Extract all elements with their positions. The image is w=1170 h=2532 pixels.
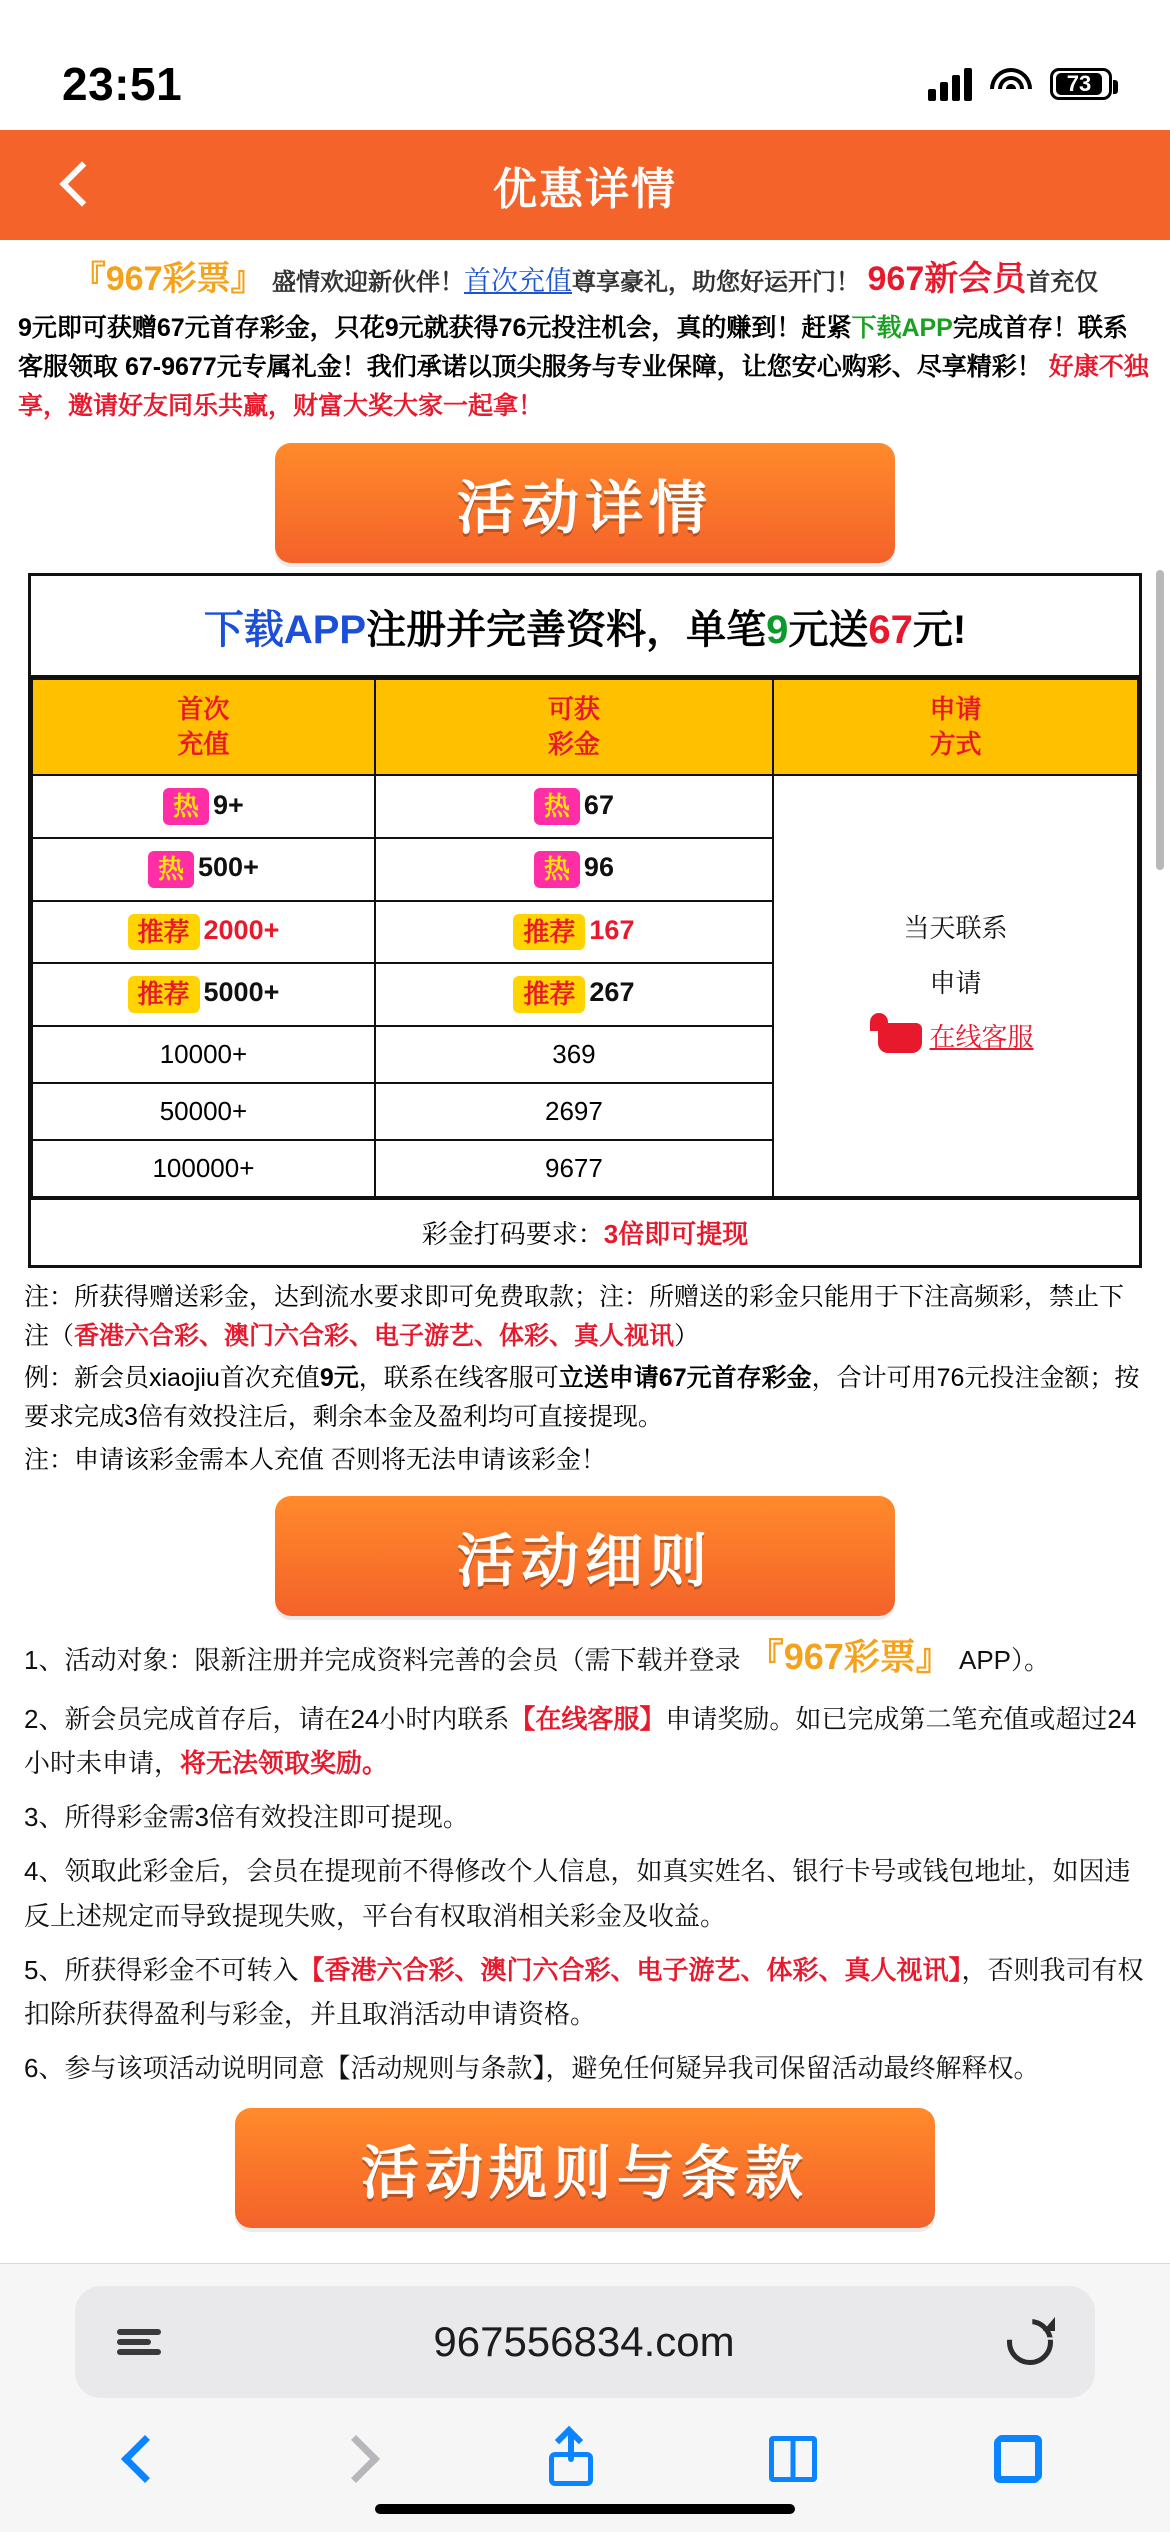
offer-title-green: 9 xyxy=(766,608,789,653)
reload-icon[interactable] xyxy=(1007,2319,1053,2365)
rules-list xyxy=(24,1626,1146,2091)
rule-3: 3、所得彩金需3倍有效投注即可提现。 xyxy=(24,1802,469,1833)
rule-2-after: 申请奖励。如已完成第二笔充值或超过24小时未申请， xyxy=(24,1703,1137,1778)
table-header-row xyxy=(32,679,1138,775)
cell-bonus xyxy=(375,901,773,964)
browser-forward-button xyxy=(332,2435,380,2483)
promo-p1-c: ，让您安心购彩、尽享精彩！ xyxy=(716,352,1042,381)
cell-bonus xyxy=(375,838,773,901)
note-2-b2: 立送申请67元首存彩金 xyxy=(558,1364,812,1393)
cell-apply-method xyxy=(773,775,1138,1196)
offer-title-red: 67 xyxy=(868,608,913,653)
browser-toolbar xyxy=(0,2398,1170,2504)
battery-level: 73 xyxy=(1056,73,1102,95)
status-bar xyxy=(0,0,1170,130)
offer-table xyxy=(31,678,1139,1198)
recommend-badge-icon: 推荐 xyxy=(128,914,200,951)
rule-2-highlight[interactable]: 【在线客服】 xyxy=(509,1703,666,1734)
promo-p1-bold: 顶尖服务与专业保障 xyxy=(491,352,717,381)
rule-6: 6、参与该项活动说明同意【活动规则与条款】，避免任何疑异我司保留活动最终解释权。 xyxy=(24,2053,1040,2084)
recommend-badge-icon: 推荐 xyxy=(513,976,585,1013)
promo-banner xyxy=(0,240,1170,425)
cell-bonus: 2697 xyxy=(375,1083,773,1140)
offer-title-black3: 元! xyxy=(912,608,967,653)
rule-5 xyxy=(24,1948,1146,2036)
promo-tail: 首充仅 xyxy=(1026,269,1099,296)
deposit-value: 2000+ xyxy=(203,914,280,945)
hot-badge-icon: 热 xyxy=(534,851,580,888)
promo-p1-b: 完成首存！联系客服领取 67-9677元专属礼金！我们承诺以 xyxy=(18,314,1128,381)
back-button[interactable] xyxy=(66,168,100,202)
deposit-value: 500+ xyxy=(198,852,259,883)
page-content xyxy=(0,240,1170,2207)
wifi-icon xyxy=(990,68,1032,100)
online-service-button[interactable] xyxy=(878,1010,1034,1065)
page-settings-icon[interactable] xyxy=(117,2329,161,2355)
status-time: 23:51 xyxy=(62,58,183,110)
note-2-c: ，联系在线客服可 xyxy=(358,1364,559,1393)
status-indicators xyxy=(928,67,1112,101)
rule-2-before: 2、新会员完成首存后，请在24小时内联系 xyxy=(24,1703,510,1734)
requirement-label: 彩金打码要求： xyxy=(421,1218,604,1249)
cell-deposit: 10000+ xyxy=(32,1026,375,1083)
hand-cursor-icon xyxy=(878,1023,922,1053)
cell-deposit xyxy=(32,838,375,901)
offer-card xyxy=(28,573,1142,1268)
browser-chrome xyxy=(0,2263,1170,2532)
wagering-requirement xyxy=(31,1198,1139,1265)
ribbon-2-label: 活动细则 xyxy=(456,1528,713,1594)
deposit-value: 5000+ xyxy=(203,977,280,1008)
ribbon-activity-rules xyxy=(0,1496,1170,1616)
offer-title-blue: 下载APP xyxy=(203,608,367,653)
promo-mid-2: 尊享豪礼，助您好运开门！ xyxy=(572,269,860,296)
note-1-a: 注：所获得赠送彩金，达到流水要求即可免费取款；注：所赠送的彩金只能用于下注高频彩，禁止下注（ xyxy=(24,1282,1125,1350)
promo-p1: 9元即可获赠67元首存彩金，只花9元就获得76元投注机会，真的赚到！赶紧 xyxy=(18,314,852,342)
rule-1-brand: 『967彩票』 xyxy=(747,1635,952,1677)
scrollbar[interactable] xyxy=(1156,570,1164,870)
rule-4: 4、领取此彩金后，会员在提现前不得修改个人信息，如真实姓名、银行卡号或钱包地址，如因违反上述规定而导致提现失败，平台有权取消相关彩金及收益。 xyxy=(24,1856,1131,1931)
table-row xyxy=(32,775,1138,838)
cell-bonus: 9677 xyxy=(375,1140,773,1197)
page-header xyxy=(0,130,1170,240)
hot-badge-icon: 热 xyxy=(534,788,580,825)
url-text[interactable]: 967556834.com xyxy=(433,2318,735,2365)
cell-deposit: 50000+ xyxy=(32,1083,375,1140)
note-2-a: 例：新会员xiaojiu首次充值 xyxy=(24,1364,320,1393)
rule-1-after: APP）。 xyxy=(951,1644,1051,1675)
note-1-red: 香港六合彩、澳门六合彩、电子游艺、体彩、真人视讯 xyxy=(74,1321,675,1350)
promo-red-line: 好康不独享，邀请好友同乐共赢，财富大奖大家一起拿！ xyxy=(18,352,1149,420)
promo-p1-green: 下载APP xyxy=(851,314,953,342)
recommend-badge-icon: 推荐 xyxy=(128,976,200,1013)
col-header-deposit: 首次 充值 xyxy=(32,679,375,775)
offer-title-black2: 元送 xyxy=(788,608,869,653)
requirement-value: 3倍即可提现 xyxy=(603,1218,749,1249)
page-title: 优惠详情 xyxy=(493,165,677,214)
promo-mid-1: 盛情欢迎新伙伴！ xyxy=(272,269,464,296)
bonus-value: 67 xyxy=(583,789,614,820)
rule-5-after: ，否则我司有权扣除所获得盈利与彩金，并且取消活动申请资格。 xyxy=(24,1954,1144,2029)
ribbon-terms xyxy=(0,2108,1170,2228)
rule-5-before: 5、所获得彩金不可转入 xyxy=(24,1954,299,1985)
brand-right: 967新会员 xyxy=(867,260,1027,298)
cell-bonus xyxy=(375,775,773,838)
bonus-value: 267 xyxy=(589,977,635,1008)
browser-back-button[interactable] xyxy=(121,2435,169,2483)
bonus-value: 167 xyxy=(589,914,635,945)
home-indicator xyxy=(0,2504,1170,2532)
hot-badge-icon: 热 xyxy=(163,788,209,825)
cell-bonus xyxy=(375,963,773,1026)
cell-deposit xyxy=(32,775,375,838)
cell-deposit xyxy=(32,963,375,1026)
share-icon[interactable] xyxy=(549,2432,593,2486)
ribbon-3-label: 活动规则与条款 xyxy=(360,2141,809,2207)
note-1 xyxy=(24,1278,1146,1356)
promo-paragraph xyxy=(18,309,1152,425)
apply-line-2: 申请 xyxy=(929,967,982,998)
brand-left: 『967彩票』 xyxy=(71,260,265,298)
note-3: 注：申请该彩金需本人充值 否则将无法申请该彩金！ xyxy=(24,1445,606,1474)
address-bar[interactable] xyxy=(75,2286,1095,2398)
rule-5-highlight: 【香港六合彩、澳门六合彩、电子游艺、体彩、真人视讯】 xyxy=(298,1954,962,1985)
col-header-bonus: 可获 彩金 xyxy=(375,679,773,775)
offer-title-black1: 注册并完善资料，单笔 xyxy=(366,608,767,653)
rule-2-tail: 将无法领取奖励。 xyxy=(180,1747,389,1778)
cell-deposit: 100000+ xyxy=(32,1140,375,1197)
cellular-bars-icon xyxy=(928,67,972,101)
recommend-badge-icon: 推荐 xyxy=(513,914,585,951)
cell-deposit xyxy=(32,901,375,964)
battery-icon xyxy=(1050,68,1112,100)
apply-line-1: 当天联系 xyxy=(903,913,1008,944)
bonus-value: 96 xyxy=(583,852,614,883)
ribbon-activity-details xyxy=(0,443,1170,563)
note-2-b1: 9元 xyxy=(319,1364,359,1393)
ribbon-1-label: 活动详情 xyxy=(456,476,713,542)
offer-notes xyxy=(24,1278,1146,1480)
note-2-d: ，合计可用76元投注金额；按要求完成3倍有效投注后，剩余本金及盈利均可直接提现。 xyxy=(24,1364,1140,1432)
hot-badge-icon: 热 xyxy=(148,851,194,888)
deposit-value: 9+ xyxy=(213,789,244,820)
bookmarks-icon[interactable] xyxy=(769,2436,817,2482)
rule-1 xyxy=(24,1626,1146,1687)
cell-bonus: 369 xyxy=(375,1026,773,1083)
promo-headline xyxy=(18,254,1152,305)
tabs-icon[interactable] xyxy=(994,2435,1042,2483)
online-service-label[interactable]: 在线客服 xyxy=(929,1022,1034,1053)
note-1-b: ） xyxy=(674,1321,700,1350)
col-header-apply: 申请 方式 xyxy=(773,679,1138,775)
offer-card-title xyxy=(31,576,1139,678)
rule-2 xyxy=(24,1697,1146,1785)
note-2 xyxy=(24,1359,1146,1437)
rule-1-before: 1、活动对象：限新注册并完成资料完善的会员（需下载并登录 xyxy=(24,1644,748,1675)
promo-link[interactable]: 首次充值 xyxy=(464,266,572,296)
